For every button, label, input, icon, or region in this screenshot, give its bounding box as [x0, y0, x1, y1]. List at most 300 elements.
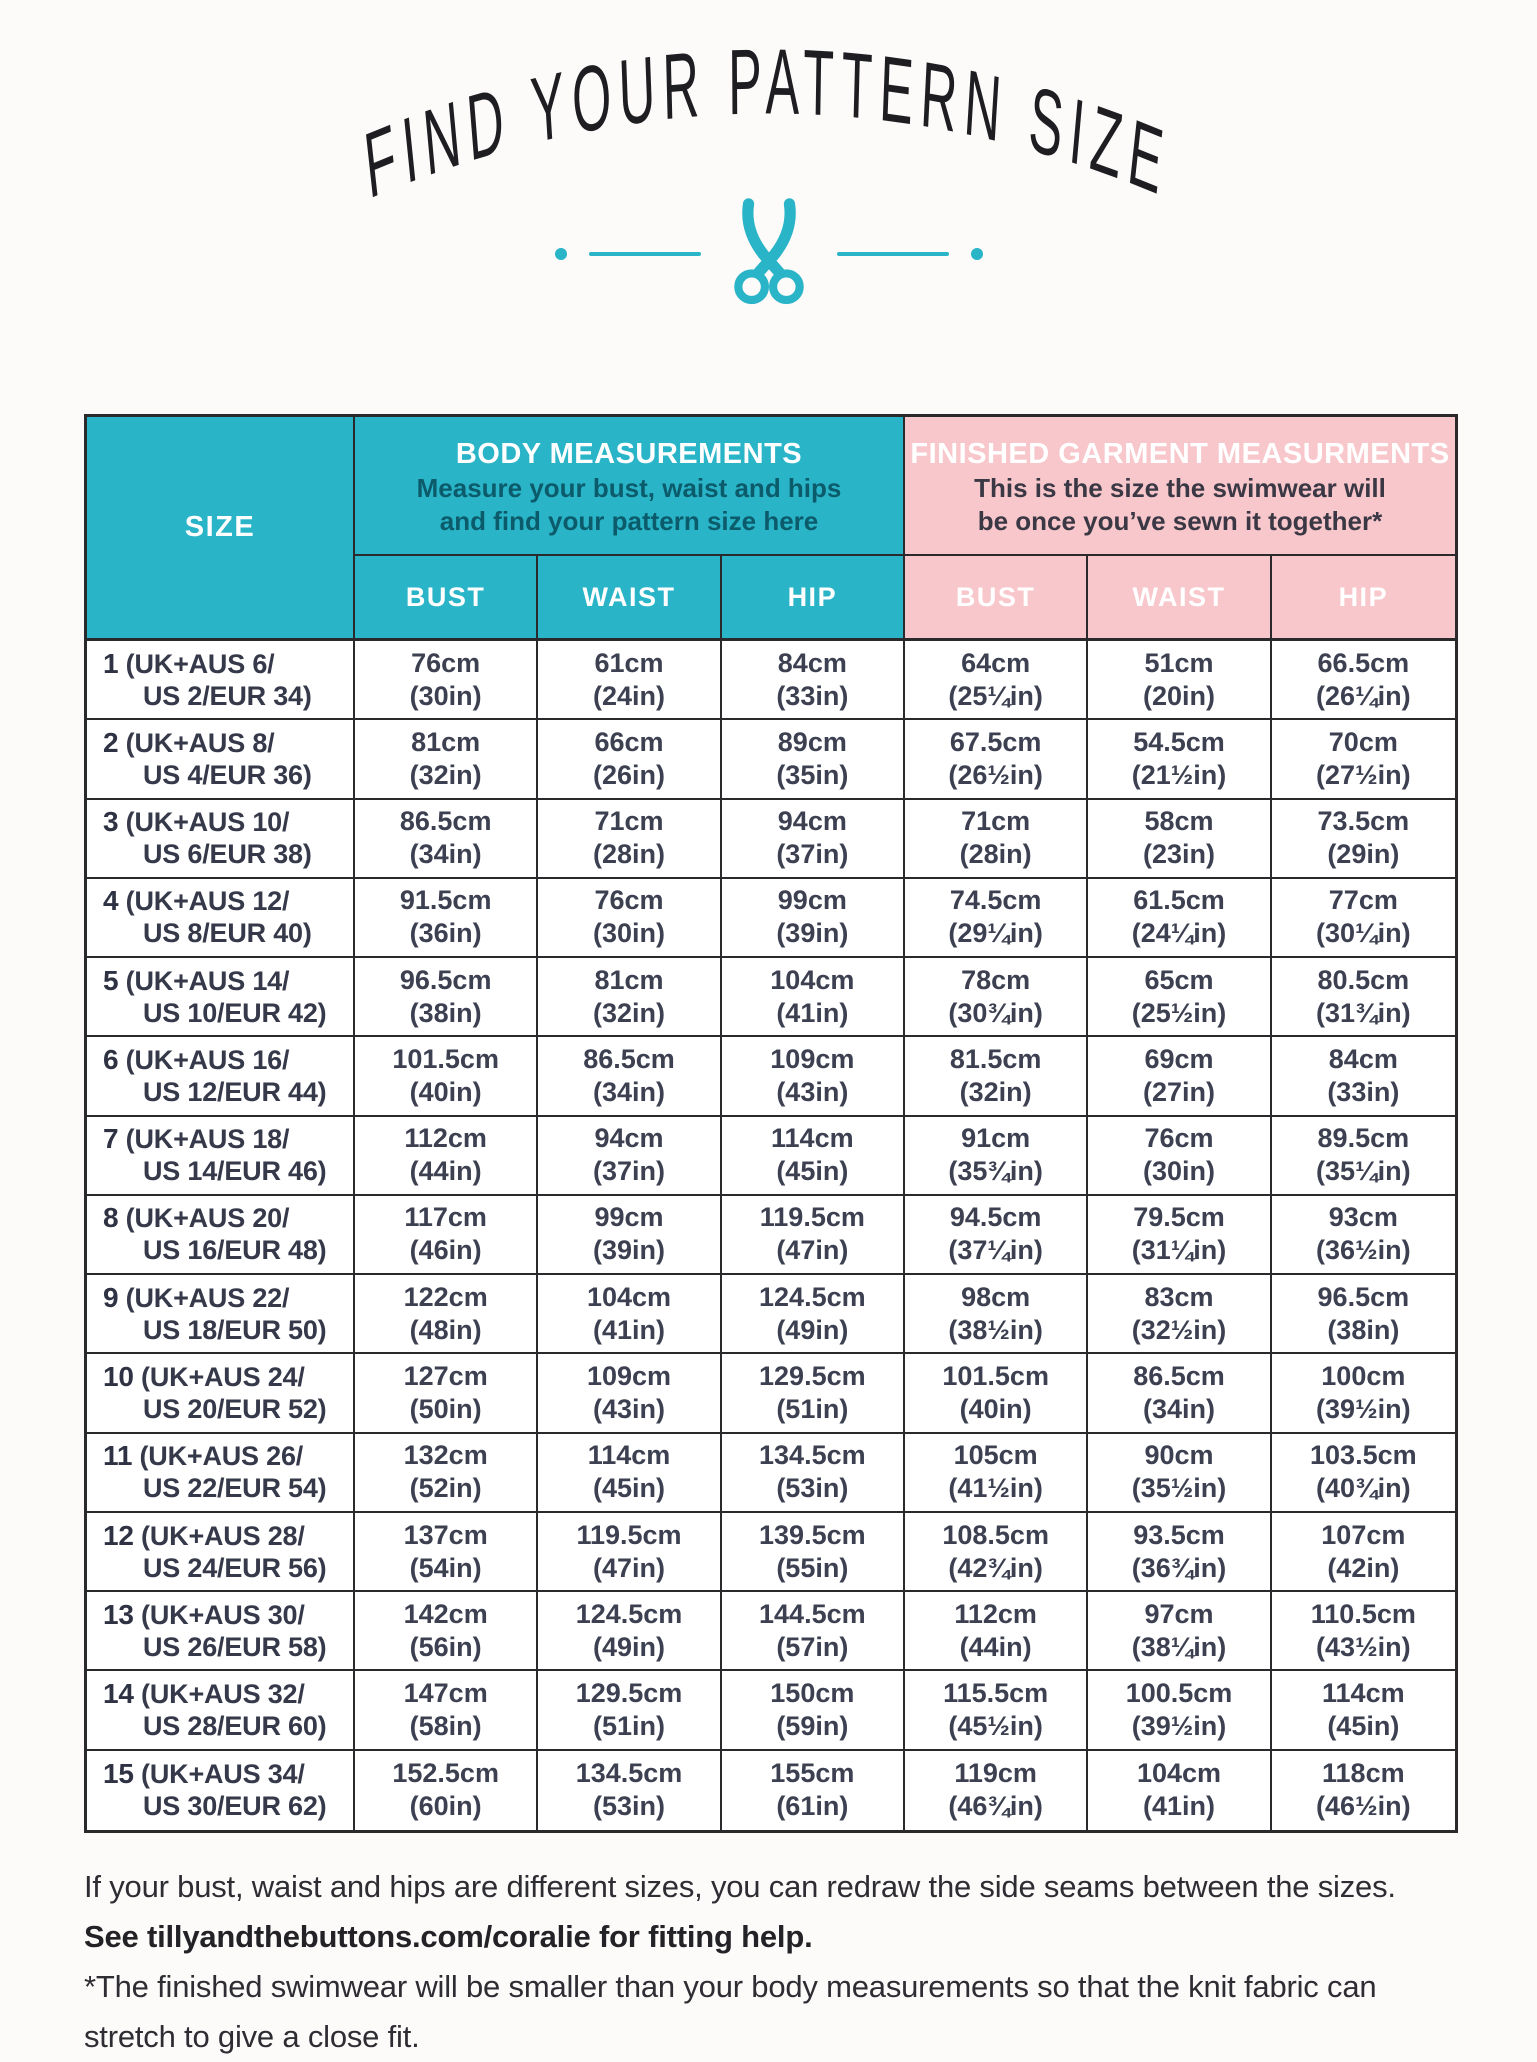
size-label-line1: 7 (UK+AUS 18/	[103, 1123, 290, 1155]
stretch-note: *The finished swimwear will be smaller than your body measurements so that the knit fabric can stretch to give a close fit.	[84, 1969, 1377, 2054]
cm-value: 134.5cm	[575, 1758, 683, 1789]
cm-value: 76cm	[411, 647, 481, 678]
measurement-cell	[355, 641, 538, 720]
fitting-note-text: If your bust, waist and hips are different sizes, you can redraw the side seams between the sizes.	[84, 1869, 1396, 1904]
cm-value: 89cm	[777, 726, 847, 757]
cm-value: 108.5cm	[942, 1519, 1049, 1550]
cm-value: 96.5cm	[1317, 1281, 1410, 1312]
cm-value: 103.5cm	[1310, 1440, 1417, 1471]
in-value: (36½in)	[1316, 1235, 1411, 1266]
cm-value: 58cm	[1144, 806, 1214, 837]
column-header-waist-body: WAIST	[538, 556, 721, 641]
size-number: 5	[103, 964, 119, 996]
size-label-cell	[87, 1513, 355, 1592]
in-value: (32½in)	[1131, 1314, 1227, 1345]
measurement-cell	[905, 1196, 1088, 1275]
size-label-line1: 8 (UK+AUS 20/	[103, 1202, 290, 1234]
size-label-cell	[87, 1196, 355, 1275]
in-value: (33in)	[776, 680, 849, 711]
cm-value: 101.5cm	[392, 1043, 499, 1074]
in-value: (56in)	[409, 1631, 482, 1662]
measurement-cell	[1088, 720, 1271, 799]
in-value: (44in)	[959, 1631, 1032, 1662]
measurement-cell	[905, 800, 1088, 879]
cm-value: 134.5cm	[759, 1440, 866, 1471]
measurement-cell	[722, 1037, 905, 1116]
in-value: (38½in)	[948, 1314, 1043, 1345]
in-value: (25½in)	[1131, 997, 1227, 1028]
measurement-cell	[1272, 1117, 1455, 1196]
cm-value: 144.5cm	[759, 1598, 866, 1629]
in-value: (60in)	[409, 1791, 482, 1822]
cm-value: 147cm	[403, 1678, 488, 1709]
in-value: (46in)	[409, 1235, 482, 1266]
in-value: (33in)	[1327, 1076, 1400, 1107]
in-value: (26in)	[592, 759, 665, 790]
measurement-cell	[355, 1037, 538, 1116]
size-label-line2: US 4/EUR 36)	[143, 759, 312, 790]
size-label-line1: 3 (UK+AUS 10/	[103, 806, 290, 838]
cm-value: 74.5cm	[949, 885, 1042, 916]
in-value: (43in)	[592, 1394, 665, 1425]
size-label-line1: 14 (UK+AUS 32/	[103, 1678, 305, 1710]
measurement-cell	[355, 1751, 538, 1830]
size-label-cell	[87, 1671, 355, 1750]
size-label-line1: 1 (UK+AUS 6/	[103, 647, 275, 679]
size-label-cell	[87, 1275, 355, 1354]
in-value: (52in)	[409, 1473, 482, 1504]
size-number: 9	[103, 1281, 119, 1313]
measurement-cell	[722, 1513, 905, 1592]
cm-value: 76cm	[1144, 1123, 1214, 1154]
measurement-cell	[722, 720, 905, 799]
in-value: (45in)	[776, 1156, 849, 1187]
in-value: (57in)	[776, 1631, 849, 1662]
in-value: (26½in)	[948, 759, 1043, 790]
body-measurements-header	[355, 417, 905, 556]
cm-value: 105cm	[953, 1440, 1038, 1471]
cm-value: 81cm	[411, 726, 481, 757]
measurement-cell	[1272, 800, 1455, 879]
in-value: (51in)	[776, 1394, 849, 1425]
measurement-cell	[355, 1434, 538, 1513]
in-value: (28in)	[592, 839, 665, 870]
table-row	[87, 879, 1455, 958]
in-value: (41in)	[776, 997, 849, 1028]
cm-value: 152.5cm	[392, 1758, 499, 1789]
cm-value: 66cm	[594, 726, 664, 757]
measurement-cell	[538, 800, 721, 879]
measurement-cell	[1272, 641, 1455, 720]
measurement-cell	[1088, 1117, 1271, 1196]
size-table-body	[87, 641, 1455, 1830]
cm-value: 99cm	[777, 885, 847, 916]
cm-value: 93.5cm	[1133, 1519, 1225, 1550]
cm-value: 86.5cm	[583, 1043, 675, 1074]
in-value: (49in)	[592, 1631, 665, 1662]
measurement-cell	[355, 1196, 538, 1275]
measurement-cell	[1272, 1434, 1455, 1513]
cm-value: 77cm	[1328, 885, 1398, 916]
measurement-cell	[722, 1751, 905, 1830]
cm-value: 51cm	[1144, 647, 1214, 678]
body-measurements-subtitle-1: Measure your bust, waist and hips	[416, 473, 842, 503]
measurement-cell	[905, 879, 1088, 958]
size-label-line1: 9 (UK+AUS 22/	[103, 1281, 290, 1313]
size-label-line2: US 18/EUR 50)	[143, 1314, 327, 1345]
table-row	[87, 1196, 1455, 1275]
size-number: 15	[103, 1758, 134, 1790]
cm-value: 94cm	[777, 806, 847, 837]
size-column-header: SIZE	[87, 417, 355, 641]
cm-value: 91cm	[961, 1123, 1031, 1154]
size-number: 14	[103, 1678, 134, 1710]
measurement-cell	[905, 1434, 1088, 1513]
divider-dot-left	[555, 248, 567, 260]
measurement-cell	[538, 1196, 721, 1275]
cm-value: 119cm	[954, 1758, 1037, 1789]
size-label-line2: US 30/EUR 62)	[143, 1791, 327, 1822]
measurement-cell	[1272, 1592, 1455, 1671]
in-value: (43in)	[776, 1076, 849, 1107]
in-value: (58in)	[409, 1711, 482, 1742]
size-label-cell	[87, 641, 355, 720]
divider-line-left	[589, 252, 701, 256]
cm-value: 104cm	[770, 964, 855, 995]
cm-value: 76cm	[594, 885, 664, 916]
measurement-cell	[538, 1434, 721, 1513]
in-value: (41in)	[1142, 1791, 1215, 1822]
in-value: (27½in)	[1316, 759, 1411, 790]
fitting-note	[84, 1862, 1432, 1962]
cm-value: 84cm	[777, 647, 847, 678]
finished-garment-header	[905, 417, 1455, 556]
in-value: (32in)	[592, 997, 665, 1028]
in-value: (27in)	[1142, 1076, 1215, 1107]
measurement-cell	[1088, 1671, 1271, 1750]
measurement-cell	[1088, 1037, 1271, 1116]
size-label-line2: US 12/EUR 44)	[143, 1076, 327, 1107]
measurement-cell	[355, 879, 538, 958]
cm-value: 99cm	[594, 1202, 664, 1233]
measurement-cell	[355, 800, 538, 879]
column-header-waist-finished: WAIST	[1088, 556, 1271, 641]
in-value: (50in)	[409, 1394, 482, 1425]
size-label-cell	[87, 1751, 355, 1830]
measurement-cell	[538, 958, 721, 1037]
in-value: (47in)	[776, 1235, 849, 1266]
in-value: (30¼in)	[1316, 918, 1411, 949]
cm-value: 137cm	[403, 1519, 488, 1550]
in-value: (35¼in)	[1316, 1156, 1411, 1187]
measurement-cell	[355, 1117, 538, 1196]
cm-value: 142cm	[403, 1598, 488, 1629]
in-value: (23in)	[1142, 839, 1215, 870]
size-number: 10	[103, 1361, 134, 1393]
measurement-cell	[722, 1196, 905, 1275]
size-label-line2: US 22/EUR 54)	[143, 1473, 327, 1504]
cm-value: 117cm	[404, 1202, 487, 1233]
measurement-cell	[1088, 1751, 1271, 1830]
measurement-cell	[355, 720, 538, 799]
in-value: (32in)	[959, 1076, 1032, 1107]
cm-value: 100cm	[1321, 1361, 1406, 1392]
scissors-divider	[555, 192, 983, 316]
size-label-line1: 10 (UK+AUS 24/	[103, 1361, 305, 1393]
measurement-cell	[905, 1513, 1088, 1592]
measurement-cell	[355, 1354, 538, 1433]
cm-value: 124.5cm	[575, 1598, 683, 1629]
size-label-cell	[87, 1037, 355, 1116]
cm-value: 94.5cm	[949, 1202, 1042, 1233]
measurement-cell	[722, 879, 905, 958]
size-label-line2: US 8/EUR 40)	[143, 918, 312, 949]
column-header-hip-body: HIP	[722, 556, 905, 641]
measurement-cell	[905, 1354, 1088, 1433]
in-value: (31¼in)	[1131, 1235, 1227, 1266]
in-value: (34in)	[592, 1076, 665, 1107]
measurement-cell	[1272, 1354, 1455, 1433]
cm-value: 73.5cm	[1317, 806, 1410, 837]
size-label-line1: 2 (UK+AUS 8/	[103, 726, 275, 758]
cm-value: 66.5cm	[1317, 647, 1410, 678]
cm-value: 65cm	[1144, 964, 1214, 995]
cm-value: 139.5cm	[759, 1519, 866, 1550]
in-value: (45½in)	[948, 1711, 1043, 1742]
in-value: (28in)	[959, 839, 1032, 870]
in-value: (31¾in)	[1316, 997, 1411, 1028]
cm-value: 90cm	[1144, 1440, 1214, 1471]
measurement-cell	[722, 800, 905, 879]
in-value: (34in)	[409, 839, 482, 870]
size-label-line2: US 14/EUR 46)	[143, 1156, 327, 1187]
in-value: (30in)	[409, 680, 482, 711]
measurement-cell	[538, 1117, 721, 1196]
cm-value: 81cm	[594, 964, 664, 995]
size-label-line1: 4 (UK+AUS 12/	[103, 885, 290, 917]
in-value: (47in)	[592, 1552, 665, 1583]
in-value: (25¼in)	[948, 680, 1043, 711]
cm-value: 104cm	[586, 1281, 672, 1312]
cm-value: 93cm	[1328, 1202, 1398, 1233]
in-value: (35in)	[776, 759, 849, 790]
size-number: 11	[103, 1440, 133, 1472]
cm-value: 129.5cm	[759, 1361, 866, 1392]
in-value: (59in)	[776, 1711, 849, 1742]
svg-text:FIND YOUR PATTERN SIZE	[359, 29, 1174, 218]
cm-value: 83cm	[1144, 1281, 1214, 1312]
table-row	[87, 1671, 1455, 1750]
measurement-cell	[905, 1275, 1088, 1354]
size-label-line1: 15 (UK+AUS 34/	[103, 1758, 305, 1790]
measurement-cell	[722, 1671, 905, 1750]
cm-value: 64cm	[961, 647, 1031, 678]
table-row	[87, 1592, 1455, 1671]
size-number: 6	[103, 1043, 119, 1075]
measurement-cell	[1088, 958, 1271, 1037]
in-value: (53in)	[592, 1791, 665, 1822]
in-value: (38in)	[409, 997, 482, 1028]
cm-value: 100.5cm	[1125, 1678, 1233, 1709]
size-table	[84, 414, 1458, 1833]
in-value: (30¾in)	[948, 997, 1043, 1028]
cm-value: 86.5cm	[1133, 1361, 1225, 1392]
measurement-cell	[355, 1592, 538, 1671]
cm-value: 96.5cm	[399, 964, 492, 995]
table-row	[87, 1434, 1455, 1513]
finished-garment-title: FINISHED GARMENT MEASURMENTS	[910, 438, 1450, 470]
measurement-cell	[1088, 1434, 1271, 1513]
cm-value: 91.5cm	[399, 885, 492, 916]
size-label-cell	[87, 958, 355, 1037]
size-label-line2: US 10/EUR 42)	[143, 997, 327, 1028]
measurement-cell	[1088, 1513, 1271, 1592]
measurement-cell	[538, 1037, 721, 1116]
measurement-cell	[1088, 641, 1271, 720]
fitting-help-link-text: See tillyandthebuttons.com/coralie for fitting help.	[84, 1919, 813, 1954]
cm-value: 114cm	[1322, 1678, 1405, 1709]
cm-value: 127cm	[403, 1361, 488, 1392]
cm-value: 119.5cm	[576, 1519, 682, 1550]
measurement-cell	[538, 1354, 721, 1433]
in-value: (42in)	[1327, 1552, 1400, 1583]
measurement-cell	[1088, 879, 1271, 958]
cm-value: 114cm	[771, 1123, 854, 1154]
size-label-line1: 5 (UK+AUS 14/	[103, 964, 290, 996]
measurement-cell	[355, 1513, 538, 1592]
measurement-cell	[1272, 879, 1455, 958]
table-row	[87, 1354, 1455, 1433]
measurement-cell	[1272, 1037, 1455, 1116]
cm-value: 86.5cm	[399, 806, 492, 837]
measurement-cell	[538, 1671, 721, 1750]
size-label-cell	[87, 1354, 355, 1433]
measurement-cell	[905, 641, 1088, 720]
cm-value: 110.5cm	[1310, 1598, 1416, 1629]
cm-value: 81.5cm	[949, 1043, 1042, 1074]
measurement-cell	[1088, 1196, 1271, 1275]
measurement-cell	[905, 1592, 1088, 1671]
cm-value: 79.5cm	[1133, 1202, 1225, 1233]
cm-value: 67.5cm	[949, 726, 1042, 757]
size-number: 1	[103, 647, 119, 679]
measurement-cell	[722, 1354, 905, 1433]
measurement-cell	[905, 720, 1088, 799]
size-label-line2: US 24/EUR 56)	[143, 1552, 327, 1583]
size-label-line2: US 6/EUR 38)	[143, 839, 312, 870]
size-label-line2: US 2/EUR 34)	[143, 680, 312, 711]
size-number: 12	[103, 1519, 134, 1551]
cm-value: 101.5cm	[942, 1361, 1049, 1392]
measurement-cell	[722, 1117, 905, 1196]
measurement-cell	[538, 879, 721, 958]
cm-value: 94cm	[594, 1123, 664, 1154]
size-label-cell	[87, 800, 355, 879]
in-value: (29in)	[1327, 839, 1400, 870]
cm-value: 107cm	[1321, 1519, 1406, 1550]
in-value: (40¾in)	[1316, 1473, 1411, 1504]
size-label-cell	[87, 879, 355, 958]
in-value: (61in)	[776, 1791, 849, 1822]
measurement-cell	[355, 1671, 538, 1750]
size-label-line2: US 26/EUR 58)	[143, 1631, 327, 1662]
in-value: (37¼in)	[948, 1235, 1043, 1266]
in-value: (40in)	[959, 1394, 1032, 1425]
measurement-cell	[1272, 958, 1455, 1037]
size-label-line2: US 16/EUR 48)	[143, 1235, 327, 1266]
measurement-cell	[1088, 1592, 1271, 1671]
measurement-cell	[722, 1275, 905, 1354]
in-value: (37in)	[592, 1156, 665, 1187]
cm-value: 132cm	[403, 1440, 488, 1471]
in-value: (36in)	[409, 918, 482, 949]
in-value: (48in)	[409, 1314, 482, 1345]
in-value: (35¾in)	[948, 1156, 1043, 1187]
measurement-cell	[355, 1275, 538, 1354]
table-row	[87, 1037, 1455, 1116]
measurement-cell	[905, 1037, 1088, 1116]
size-number: 13	[103, 1598, 134, 1630]
measurement-cell	[1088, 1275, 1271, 1354]
measurement-cell	[722, 1592, 905, 1671]
measurement-cell	[538, 1592, 721, 1671]
cm-value: 78cm	[961, 964, 1031, 995]
table-row	[87, 641, 1455, 720]
cm-value: 84cm	[1328, 1043, 1398, 1074]
measurement-cell	[355, 958, 538, 1037]
size-label-line2: US 20/EUR 52)	[143, 1394, 327, 1425]
measurement-cell	[1272, 1671, 1455, 1750]
table-row	[87, 800, 1455, 879]
measurement-cell	[905, 1751, 1088, 1830]
measurement-cell	[905, 1117, 1088, 1196]
size-number: 2	[103, 726, 119, 758]
in-value: (53in)	[776, 1473, 849, 1504]
table-row	[87, 1275, 1455, 1354]
in-value: (30in)	[1142, 1156, 1215, 1187]
column-header-bust-finished: BUST	[905, 556, 1088, 641]
size-label-cell	[87, 720, 355, 799]
size-number: 8	[103, 1202, 119, 1234]
cm-value: 71cm	[594, 806, 664, 837]
cm-value: 118cm	[1322, 1758, 1405, 1789]
divider-dot-right	[971, 248, 983, 260]
in-value: (39in)	[592, 1235, 665, 1266]
cm-value: 109cm	[770, 1043, 855, 1074]
column-header-bust-body: BUST	[355, 556, 538, 641]
in-value: (39½in)	[1316, 1394, 1411, 1425]
in-value: (46¾in)	[948, 1791, 1043, 1822]
size-number: 7	[103, 1123, 119, 1155]
cm-value: 112cm	[954, 1598, 1037, 1629]
in-value: (51in)	[592, 1711, 665, 1742]
measurement-cell	[722, 1434, 905, 1513]
in-value: (40in)	[409, 1076, 482, 1107]
in-value: (41in)	[592, 1314, 665, 1345]
size-label-line1: 11 (UK+AUS 26/	[103, 1440, 304, 1472]
measurement-cell	[538, 641, 721, 720]
cm-value: 80.5cm	[1317, 964, 1410, 995]
body-measurements-subtitle-2: and find your pattern size here	[439, 506, 819, 536]
in-value: (38¼in)	[1131, 1631, 1227, 1662]
in-value: (45in)	[592, 1473, 665, 1504]
in-value: (24¼in)	[1131, 918, 1227, 949]
size-label-line1: 12 (UK+AUS 28/	[103, 1519, 305, 1551]
in-value: (42¾in)	[948, 1552, 1043, 1583]
cm-value: 109cm	[586, 1361, 672, 1392]
size-label-cell	[87, 1592, 355, 1671]
measurement-cell	[722, 958, 905, 1037]
